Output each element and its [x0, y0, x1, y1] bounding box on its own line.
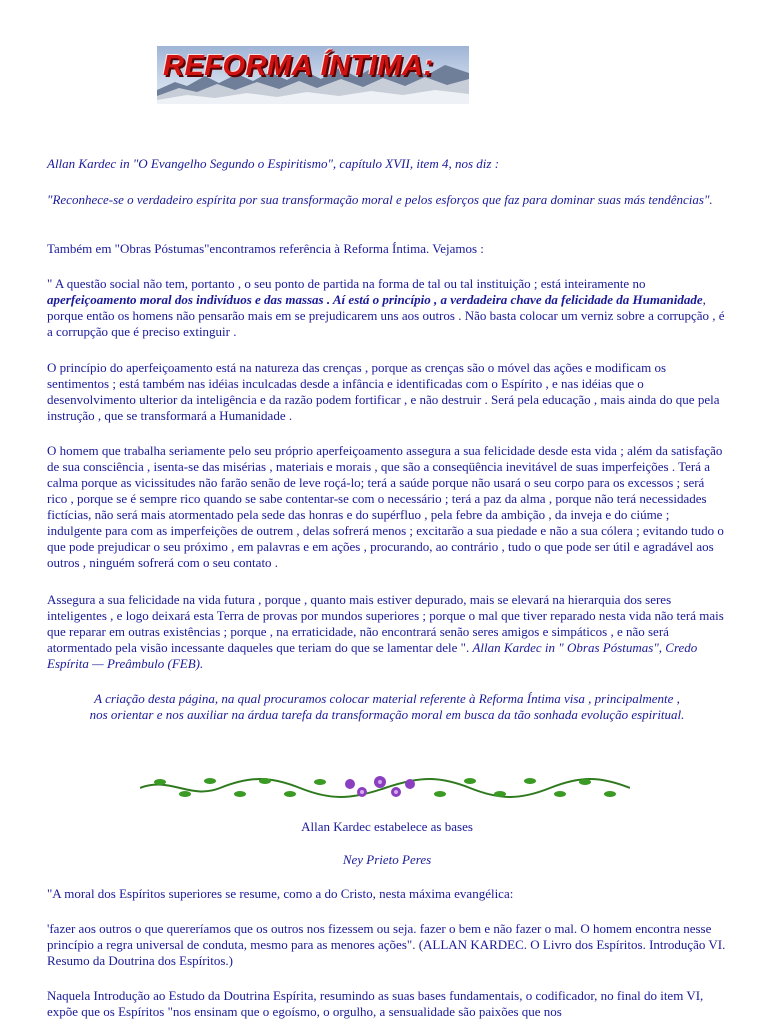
section-title: Allan Kardec estabelece as bases	[301, 819, 473, 834]
header-banner	[157, 46, 469, 104]
banner-title: REFORMA ÍNTIMA:	[163, 50, 434, 82]
quote-paragraph-4-text: Assegura a sua felicidade na vida futura , porque , quanto mais estiver depurado, mais se elevará na hierarquia dos seres inteligentes , e logo deixará esta Terra de provas por mundos superiores ; porque o mal que tiver reparado nesta vida não terá mais que reparar em outras existências ; porque , na erraticidade, não encontrará senão seres amigos e simpáticos , e não será atormentado pela visão incessante daqueles que teriam do que se lamentar dele ".	[47, 592, 724, 655]
quote-paragraph-1	[47, 276, 727, 340]
obras-postumas-intro: Também em "Obras Póstumas"encontramos referência à Reforma Íntima. Vejamos :	[47, 241, 484, 256]
quote-source-citation: Allan Kardec in " Obras Póstumas", Credo Espírita — Preâmbulo (FEB).	[47, 640, 698, 671]
vine-divider-icon	[140, 772, 630, 802]
intro-citation: Allan Kardec in "O Evangelho Segundo o Espiritismo", capítulo XVII, item 4, nos diz :	[47, 156, 500, 171]
moral-maxim-intro: "A moral dos Espíritos superiores se resume, como a do Cristo, nesta máxima evangélica:	[47, 886, 514, 901]
quote-paragraph-2: O princípio do aperfeiçoamento está na natureza das crenças , porque as crenças são o móvel das ações e modificam os sentimentos ; está também nas idéias inculcadas desde a infância e identificadas com o Espírito , e nas idéias que o desenvolvimento ulterior da inteligência e da razão podem fortificar , e não destruir . Será pela educação , mais ainda do que pela instrução , que se transformará a Humanidade .	[47, 360, 720, 423]
section-author: Ney Prieto Peres	[342, 852, 432, 867]
purpose-line-1: A criação desta página, na qual procuramos colocar material referente à Reforma Íntima visa , principalmente ,	[94, 691, 680, 706]
purpose-line-2: nos orientar e nos auxiliar na árdua tarefa da transformação moral em busca da tão sonhada evolução espiritual.	[89, 707, 685, 722]
quote-paragraph-1-start: " A questão social não tem, portanto , o seu ponto de partida na forma de tal ou tal instituição ; está inteiramente no	[47, 276, 646, 291]
quote-evangelho: "Reconhece-se o verdadeiro espírita por sua transformação moral e pelos esforços que faz para dominar suas más tendências".	[47, 192, 713, 207]
quote-paragraph-4	[47, 592, 727, 672]
page-purpose-statement	[47, 691, 727, 723]
quote-paragraph-1-end: , porque então os homens não pensarão mais em se prejudicarem uns aos outros . Não basta colocar um verniz sobre a corrupção , é a corrupção que é preciso extinguir .	[47, 292, 725, 339]
moral-maxim-quote: 'fazer aos outros o que quereríamos que os outros nos fizessem ou seja. fazer o bem e não fazer o mal. O homem encontra nesse princípio a regra universal de conduta, mesmo para as menores ações". (ALLAN KARDEC. O Livro dos Espíritos. Introdução VI. Resumo da Doutrina dos Espíritos.)	[47, 921, 726, 968]
introduction-summary: Naquela Introdução ao Estudo da Doutrina Espírita, resumindo as suas bases fundamentais, o codificador, no final do item VI, expõe que os Espíritos "nos ensinam que o egoísmo, o orgulho, a sensualidade são paixões que nos	[47, 988, 704, 1019]
quote-paragraph-3: O homem que trabalha seriamente pelo seu próprio aperfeiçoamento assegura a sua felicidade desde esta vida ; além da satisfação de sua consciência , isenta-se das misérias , materiais e morais , que são a conseqüência inevitável de suas imperfeições . Terá a calma porque as vicissitudes não farão senão de leve roçá-lo; terá a saúde porque não usará o seu corpo para os excessos ; será rico , porque se é sempre rico quando se sabe contentar-se com o necessário ; terá a paz da alma , porque não terá necessidades fictícias, não será mais atormentado pela sede das honras e do supérfluo , pela febre da ambição , da inveja e do ciúme ; indulgente para com as imperfeições de outrem , delas sofrerá menos ; excitarão a sua piedade e não a sua cólera ; evitando tudo o que pode prejudicar o seu próximo , em palavras e em ações , procurando, ao contrário , tudo o que pode ser útil e agradável aos outros , ninguém sofrerá com o seu contato .	[47, 443, 724, 570]
emphasis-aperfeicoamento: aperfeiçoamento moral dos indivíduos e das massas . Aí está o princípio , a verdadeira chave da felicidade da Humanidade	[47, 292, 703, 307]
